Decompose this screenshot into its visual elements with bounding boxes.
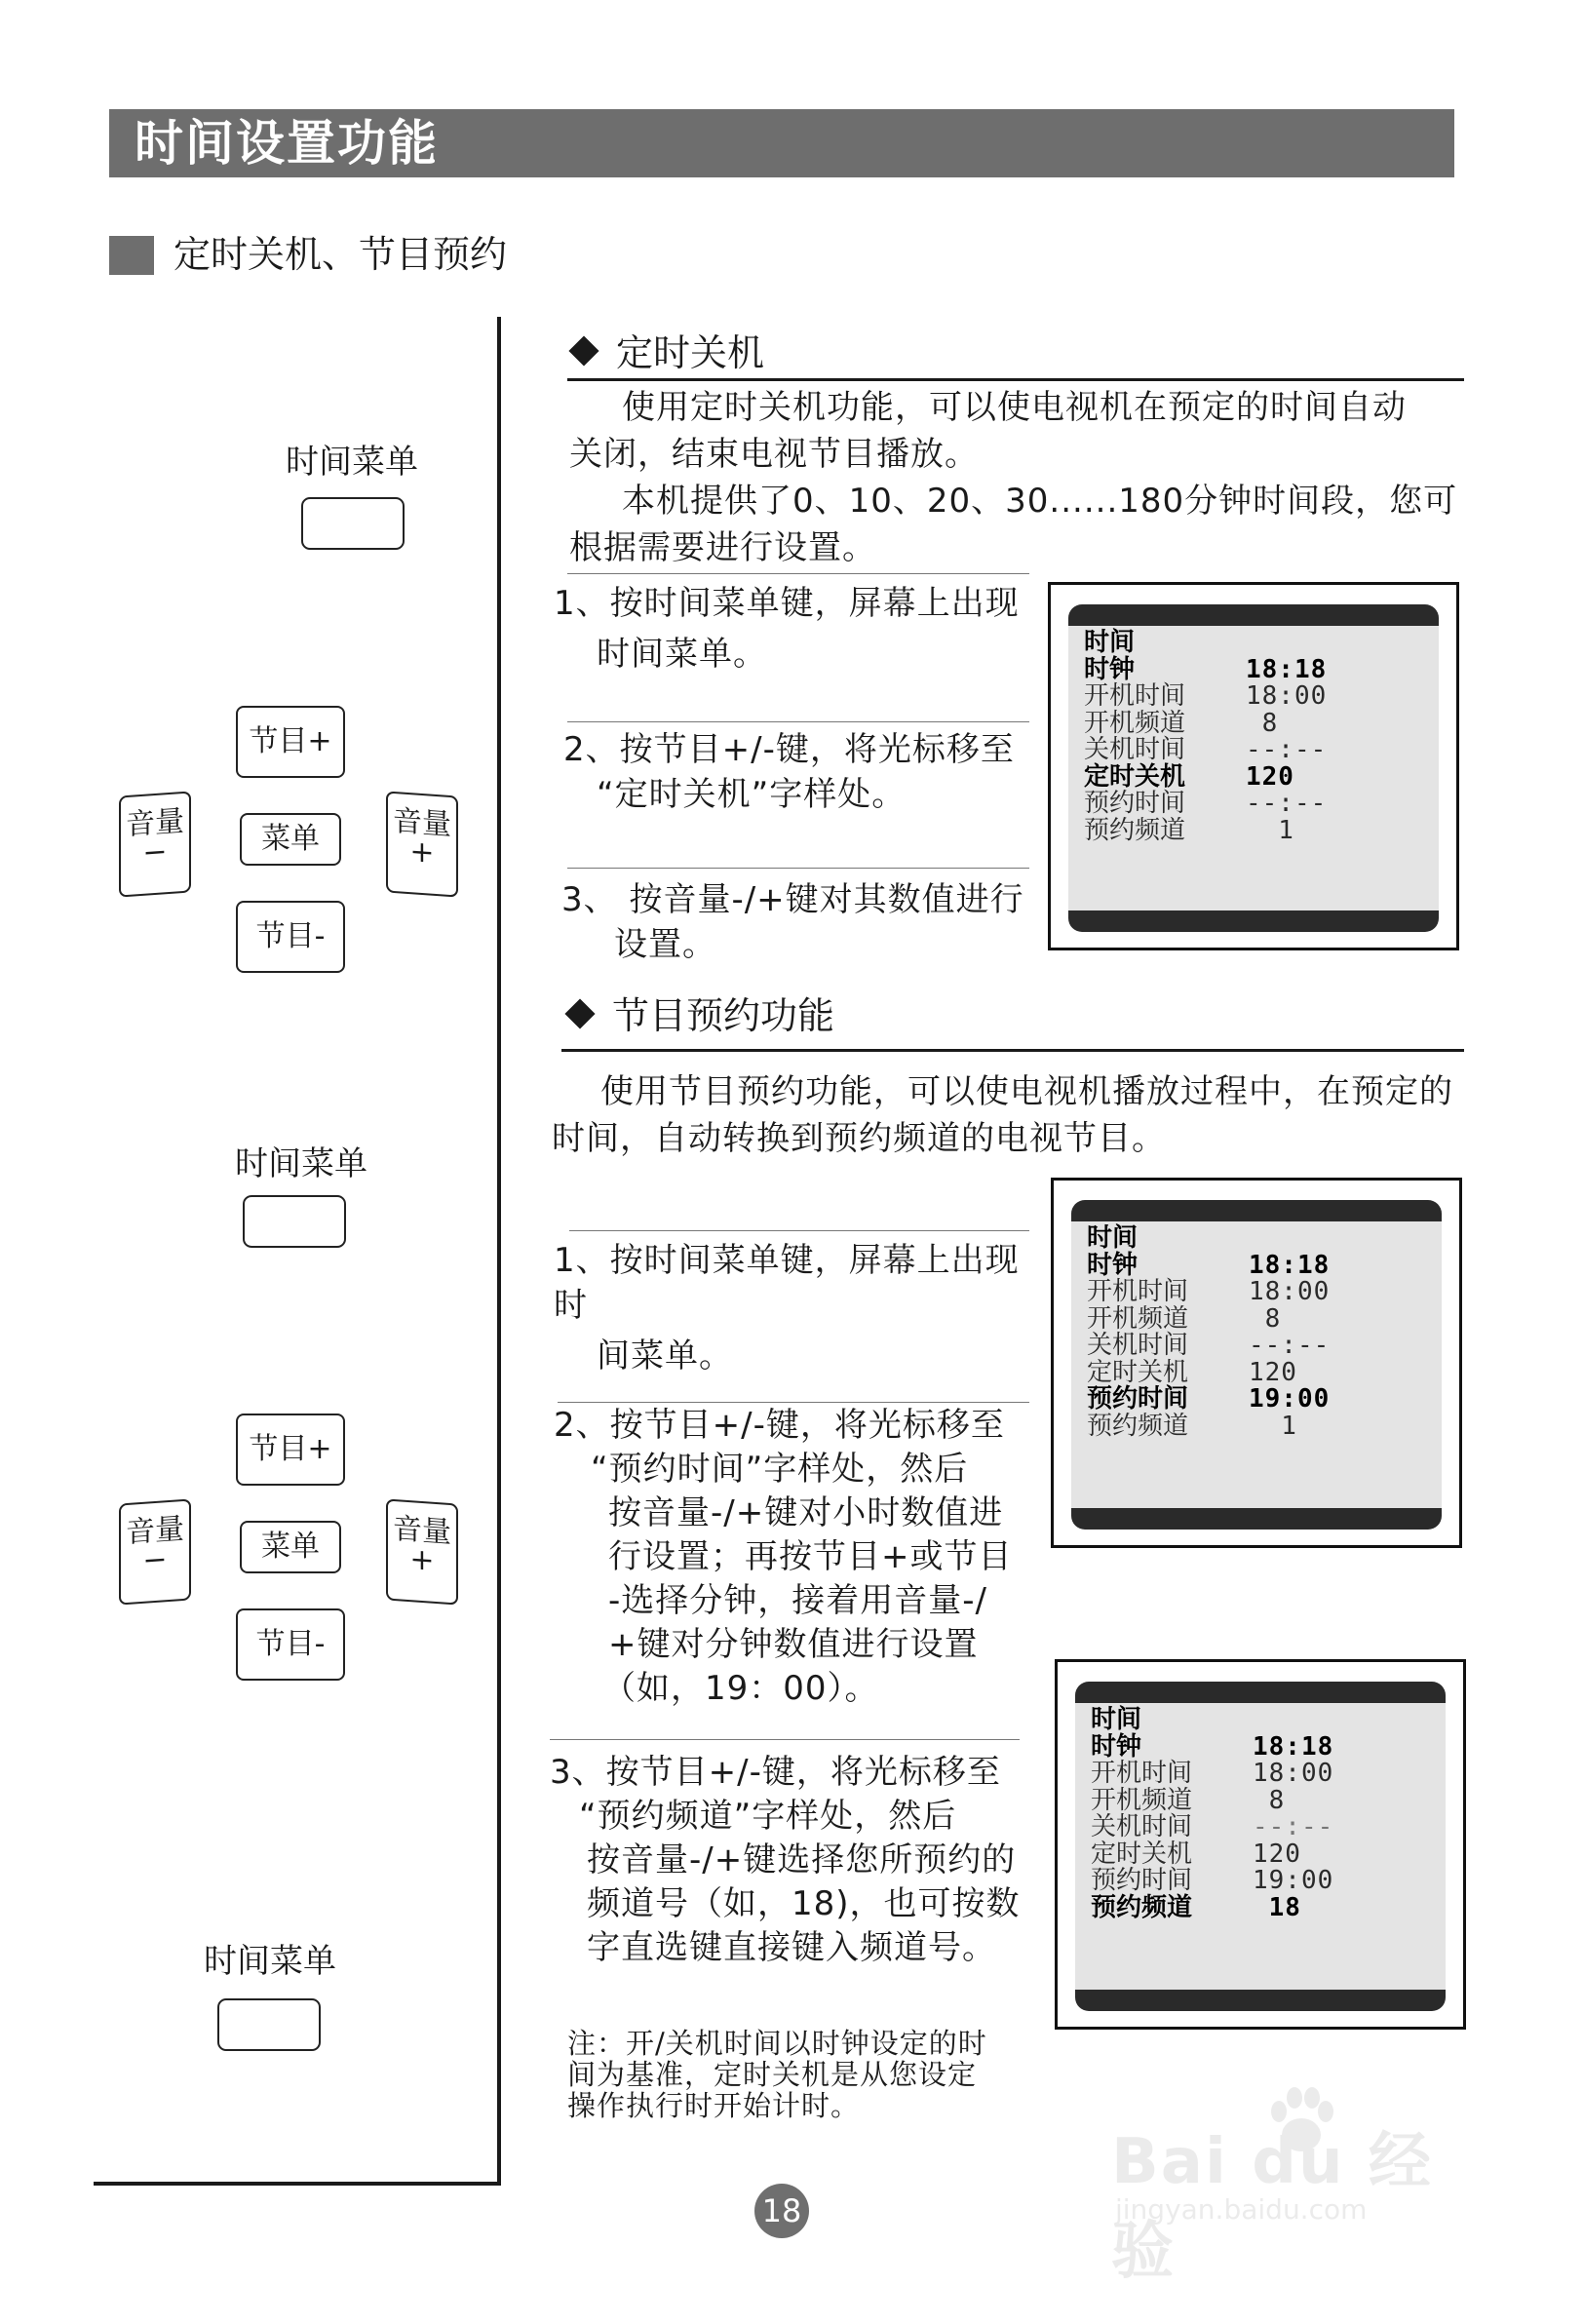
note [567, 2028, 1055, 2121]
intro-line: 根据需要进行设置。 [569, 528, 876, 567]
time-menu-button[interactable] [217, 1998, 321, 2051]
osd-label: 开机频道 [1091, 1785, 1193, 1815]
step-line: 1、按时间菜单键，屏幕上出现时 [554, 1241, 1020, 1325]
osd-value: 18:00 [1253, 1759, 1334, 1788]
volume-label: 音量 [126, 1511, 184, 1551]
osd-value: 18:18 [1253, 1731, 1334, 1762]
volume-label: 音量 [126, 803, 184, 843]
osd-value: 120 [1246, 761, 1294, 792]
osd-value: 120 [1249, 1357, 1297, 1387]
volume-down-key[interactable] [119, 1498, 191, 1605]
timer-off-intro [569, 384, 1466, 571]
volume-down-key[interactable] [119, 791, 191, 897]
step-line: “预约频道”字样处，然后 [579, 1797, 957, 1836]
intro-line: 本机提供了0、10、20、30......180分钟时间段，您可 [622, 482, 1458, 521]
osd-label: 定时关机 [1084, 761, 1186, 792]
program-up-key[interactable]: 节目+ [236, 1414, 345, 1486]
step-line: 2、按节目+/-键，将光标移至 [554, 1406, 1005, 1445]
osd-value: 8 [1246, 708, 1279, 738]
osd-value: 18:18 [1249, 1250, 1331, 1280]
time-menu-label: 时间菜单 [235, 1144, 367, 1183]
osd-label: 时钟 [1087, 1250, 1139, 1280]
step-divider [569, 1230, 1029, 1231]
plus-sign: + [409, 1542, 435, 1578]
osd-value: 18:18 [1246, 654, 1328, 684]
time-menu-button[interactable] [301, 497, 405, 550]
osd-value: --:-- [1249, 1331, 1331, 1360]
minus-sign: − [142, 1542, 168, 1578]
time-menu-label: 时间菜单 [204, 1942, 336, 1981]
step-line: -选择分钟，接着用音量-/ [608, 1581, 987, 1620]
osd-label: 预约时间 [1084, 789, 1186, 818]
step-line: 间菜单。 [597, 1336, 733, 1375]
watermark-url: jingyan.baidu.com [1115, 2193, 1368, 2226]
note-line: 操作执行时开始计时。 [567, 2089, 861, 2122]
osd-value: --:-- [1246, 789, 1328, 818]
note-line: 注：开/关机时间以时钟设定的时 [567, 2027, 987, 2060]
menu-key[interactable]: 菜单 [240, 813, 341, 866]
osd-screen [1051, 1178, 1462, 1548]
step-line: “定时关机”字样处。 [597, 775, 907, 814]
section-marker [109, 236, 154, 275]
osd-value: 18 [1253, 1892, 1301, 1922]
program-down-key[interactable]: 节目- [236, 901, 345, 973]
time-menu-label: 时间菜单 [286, 443, 418, 482]
booking-step-2 [554, 1404, 1041, 1711]
intro-line: 使用定时关机功能，可以使电视机在预定的时间自动 [622, 388, 1407, 427]
timer-off-step-3 [561, 877, 1049, 967]
booking-heading [561, 992, 834, 1039]
page-title: 时间设置功能 [109, 109, 1454, 177]
step-divider [567, 721, 1029, 722]
page-number: 18 [754, 2184, 809, 2238]
osd-value: --:-- [1253, 1812, 1334, 1841]
step-line: 3、按节目+/-键，将光标移至 [550, 1753, 1001, 1792]
step-divider [550, 1739, 1020, 1740]
step-divider [567, 573, 1029, 574]
remote-dpad [0, 706, 497, 979]
step-line: 3、 按音量-/+键对其数值进行 [561, 880, 1024, 919]
volume-up-key[interactable] [386, 791, 458, 897]
osd-value: --:-- [1246, 735, 1328, 764]
osd-panel [1068, 604, 1439, 932]
section-title: 定时关机、节目预约 [174, 233, 508, 276]
osd-value: 1 [1246, 815, 1294, 845]
program-up-key[interactable]: 节目+ [236, 706, 345, 778]
booking-step-3 [550, 1751, 1047, 1970]
osd-label: 预约时间 [1091, 1866, 1193, 1895]
step-line: 按音量-/+键选择您所预约的 [587, 1840, 1017, 1879]
watermark-main: Bai du 经验 [1111, 2126, 1433, 2288]
osd-label: 关机时间 [1087, 1331, 1189, 1360]
step-divider [567, 868, 1029, 869]
step-line: 频道号（如，18)，也可按数 [587, 1884, 1021, 1923]
osd-label: 开机时间 [1087, 1277, 1189, 1306]
osd-label: 关机时间 [1084, 735, 1186, 764]
osd-value: 8 [1253, 1785, 1286, 1815]
column-divider [497, 317, 501, 2186]
osd-label: 开机频道 [1087, 1303, 1189, 1334]
booking-intro [552, 1068, 1468, 1162]
osd-value: 8 [1249, 1303, 1282, 1334]
osd-value: 19:00 [1253, 1866, 1334, 1895]
booking-step-1 [554, 1238, 1051, 1378]
booking-heading-text: 节目预约功能 [612, 994, 835, 1037]
osd-panel [1071, 1200, 1442, 1530]
diamond-icon [568, 335, 598, 366]
osd-title-text: 时间 [1084, 628, 1136, 657]
osd-panel [1075, 1682, 1446, 2011]
menu-key[interactable]: 菜单 [240, 1521, 341, 1573]
remote-dpad [0, 1414, 497, 1686]
intro-line: 关闭，结束电视节目播放。 [569, 435, 979, 474]
osd-screen [1048, 582, 1459, 950]
plus-sign: + [409, 834, 435, 871]
note-line: 间为基准，定时关机是从您设定 [567, 2058, 978, 2091]
intro-line: 使用节目预约功能，可以使电视机播放过程中，在预定的 [600, 1072, 1453, 1111]
step-line: 按音量-/+键对小时数值进 [608, 1493, 1004, 1532]
time-menu-button[interactable] [243, 1195, 346, 1248]
baidu-watermark [1111, 2076, 1472, 2288]
timer-off-heading [565, 329, 764, 376]
osd-title-text: 时间 [1091, 1705, 1142, 1734]
heading-rule [561, 1049, 1464, 1052]
diamond-icon [564, 998, 595, 1028]
osd-label: 预约频道 [1084, 815, 1186, 845]
osd-screen [1055, 1659, 1466, 2030]
step-line: 时间菜单。 [597, 635, 767, 674]
timer-off-heading-text: 定时关机 [616, 331, 765, 374]
osd-label: 开机频道 [1084, 708, 1186, 738]
step-line: 2、按节目+/-键，将光标移至 [563, 730, 1015, 769]
osd-label: 开机时间 [1091, 1759, 1193, 1788]
step-line: 设置。 [614, 925, 716, 964]
volume-up-key[interactable] [386, 1498, 458, 1605]
intro-line: 时间，自动转换到预约频道的电视节目。 [552, 1119, 1166, 1158]
osd-label: 预约频道 [1087, 1411, 1189, 1441]
osd-label: 定时关机 [1087, 1357, 1189, 1387]
program-down-key[interactable]: 节目- [236, 1608, 345, 1681]
step-divider [558, 1402, 1029, 1403]
osd-label: 预约频道 [1091, 1892, 1193, 1922]
osd-value: 1 [1249, 1411, 1297, 1441]
osd-label: 开机时间 [1084, 681, 1186, 711]
osd-value: 18:00 [1246, 681, 1328, 711]
step-line: 1、按时间菜单键，屏幕上出现 [554, 584, 1020, 623]
timer-off-step-1 [554, 581, 1041, 677]
osd-value: 19:00 [1249, 1384, 1331, 1414]
volume-label: 音量 [393, 1511, 451, 1551]
step-line: 字直选键直接键入频道号。 [587, 1928, 996, 1967]
step-line: +键对分钟数值进行设置 [608, 1625, 979, 1664]
timer-off-step-2 [563, 727, 1051, 817]
osd-value: 120 [1253, 1839, 1301, 1869]
step-line: 行设置；再按节目+或节目 [608, 1537, 1013, 1576]
volume-label: 音量 [393, 803, 451, 843]
bottom-rule [94, 2182, 501, 2186]
minus-sign: − [142, 834, 168, 871]
step-line: （如，19：00）。 [602, 1669, 879, 1708]
osd-value: 18:00 [1249, 1277, 1331, 1306]
osd-label: 定时关机 [1091, 1839, 1193, 1869]
osd-label: 时钟 [1091, 1731, 1142, 1762]
osd-label: 预约时间 [1087, 1384, 1189, 1414]
osd-label: 关机时间 [1091, 1812, 1193, 1841]
heading-rule [567, 378, 1464, 381]
step-line: “预约时间”字样处，然后 [591, 1450, 969, 1489]
osd-label: 时钟 [1084, 654, 1136, 684]
osd-title-text: 时间 [1087, 1223, 1139, 1253]
